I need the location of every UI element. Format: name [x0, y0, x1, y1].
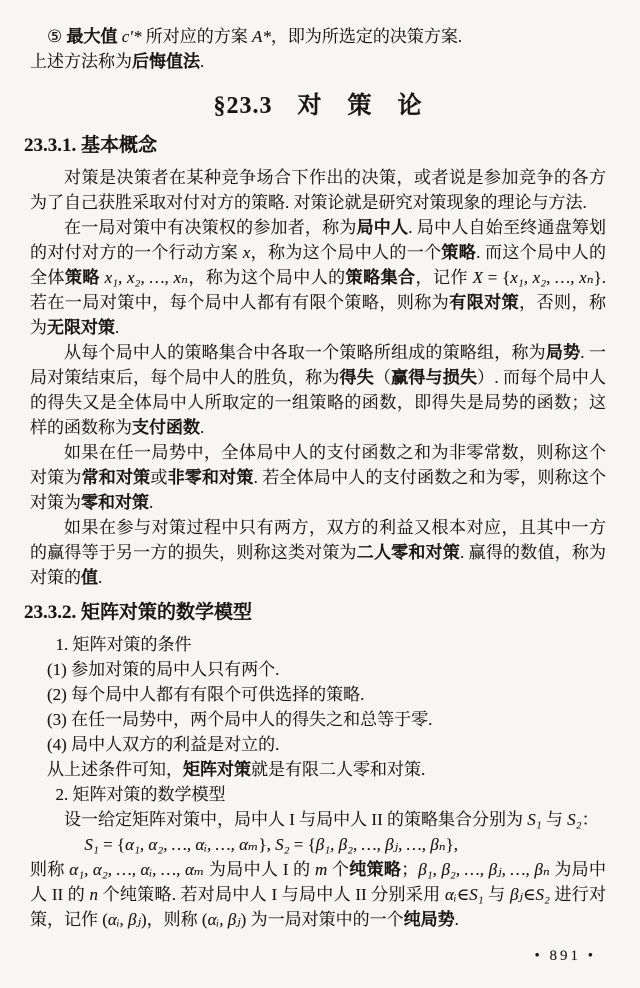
text-run: = { — [483, 268, 511, 287]
text-run: 2. 矩阵对策的数学模型 — [55, 785, 226, 804]
text-run: 或 — [150, 468, 168, 487]
text-run: (1) 参加对策的局中人只有两个. — [47, 660, 280, 679]
text-run: (2) 每个局中人都有有限个可供选择的策略. — [47, 685, 365, 704]
emphasis-term: 纯策略 — [349, 860, 402, 879]
math-expression: αᵢ, βⱼ — [107, 910, 141, 929]
text-run: }, — [445, 835, 459, 854]
text-run: 则称 — [30, 860, 70, 879]
emphasis-term: 局势 — [545, 343, 581, 362]
text-run: . — [200, 52, 205, 71]
math-expression: S₂ — [275, 835, 290, 854]
math-expression: x₁, x₂, …, xₙ — [104, 268, 188, 287]
text-run: 如果在参与对策过程中只有两方，双方的利益又根本对应，且其中一方的赢得等于另一方的损失，则称这类对策为 — [30, 518, 606, 562]
emphasis-term: 赢得与损失 — [391, 368, 478, 387]
text-run: = { — [289, 835, 316, 854]
math-expression: β₁, β₂, …, βⱼ, …, βₙ — [418, 860, 550, 879]
emphasis-term: 最大值 — [66, 27, 118, 46]
emphasis-term: 策略集合 — [345, 268, 416, 287]
math-expression: αᵢ∈S₁ — [444, 885, 484, 904]
text-run: 个纯策略. 若对局中人 I 与局中人 II 分别采用 — [98, 885, 445, 904]
text-run: . — [115, 318, 120, 337]
para-conclusion-matrix-game — [30, 757, 606, 782]
page-number: • 891 • — [534, 948, 596, 964]
text-run: 为局中人 II 的 — [30, 860, 606, 904]
list-header-model — [30, 782, 606, 807]
text-run: §23.3 对 策 论 — [213, 93, 423, 119]
math-expression: S₁ — [527, 810, 542, 829]
emphasis-term: 矩阵对策 — [183, 760, 251, 779]
text-run: （ — [373, 368, 392, 387]
text-run: 个 — [327, 860, 350, 879]
condition-1 — [30, 657, 606, 682]
emphasis-term: 局中人 — [356, 218, 409, 237]
emphasis-term: 支付函数 — [132, 418, 200, 437]
text-run: . 若全体局中人的支付函数之和为零，则称这个对策为 — [30, 468, 607, 512]
math-expression: βⱼ∈S₂ — [509, 885, 550, 904]
text-run: 从上述条件可知， — [47, 760, 183, 779]
math-expression: m — [315, 860, 328, 879]
text-run: 与 — [541, 810, 568, 829]
text-run: . — [454, 910, 459, 929]
step-5-item — [30, 24, 606, 49]
regret-method-conclusion — [30, 49, 606, 74]
condition-3 — [30, 707, 606, 732]
text-run: . — [98, 568, 103, 587]
section-heading — [30, 91, 606, 121]
text-run: 从每个局中人的策略集合中各取一个策略所组成的策略组，称为 — [64, 343, 546, 362]
text-run: ，即为所选定的决策方案. — [270, 27, 463, 46]
emphasis-term: 有限对策 — [449, 293, 520, 312]
math-expression: S₁ — [84, 835, 99, 854]
text-run: 为局中人 I 的 — [204, 860, 316, 879]
text-run: 1. 矩阵对策的条件 — [55, 635, 192, 654]
text-run: (3) 在任一局势中，两个局中人的得失之和总等于零. — [47, 710, 433, 729]
text-run: ，否则，称为 — [30, 293, 606, 337]
para-two-person-zero-sum — [30, 515, 606, 590]
math-expression: X — [472, 268, 484, 287]
text-run: . 而这个局中人的全体 — [30, 243, 607, 287]
text-run: )，则称 ( — [141, 910, 208, 929]
text-run: 如果在任一局势中，全体局中人的支付函数之和为非零常数，则称这个对策为 — [30, 443, 606, 487]
emphasis-term: 得失 — [339, 368, 374, 387]
emphasis-term: 非零和对策 — [167, 468, 254, 487]
text-run: ，称为这个局中人的 — [187, 268, 346, 287]
text-run: ，记作 — [415, 268, 473, 287]
text-run: = { — [98, 835, 126, 854]
emphasis-term: 后悔值法 — [132, 52, 200, 71]
text-run: 与 — [483, 885, 510, 904]
math-expression: x — [242, 243, 251, 262]
text-run: ； — [401, 860, 419, 879]
text-run: . — [149, 493, 154, 512]
para-player-strategy — [30, 215, 606, 340]
math-expression: c′* — [121, 27, 142, 46]
emphasis-term: 二人零和对策 — [356, 543, 460, 562]
para-situation-payoff — [30, 340, 606, 440]
text-run: 所对应的方案 — [141, 27, 253, 46]
text-run: ： — [581, 810, 599, 829]
math-expression: β₁, β₂, …, βⱼ, …, βₙ — [315, 835, 446, 854]
text-run: (4) 局中人双方的利益是对立的. — [47, 735, 280, 754]
para-game-definition — [30, 165, 606, 215]
page-content — [24, 24, 607, 932]
text-run: ⑤ — [47, 27, 67, 46]
text-run: 在一局对策中有决策权的参加者，称为 — [64, 218, 357, 237]
emphasis-term: 策略 — [64, 268, 100, 287]
text-run: ）. 而每个局中人的得失又是全体局中人所取定的一组策略的函数，即得失是局势的函数；这样的函数称为 — [30, 368, 607, 437]
math-expression: x₁, x₂, …, xₙ — [510, 268, 594, 287]
text-run: 设一给定矩阵对策中，局中人 I 与局中人 II 的策略集合分别为 — [64, 810, 528, 829]
math-expression: αᵢ, βⱼ — [207, 910, 241, 929]
text-run: }. 若在一局对策中，每个局中人都有有限个策略，则称为 — [30, 268, 607, 312]
list-header-conditions — [30, 632, 606, 657]
math-expression: A* — [252, 27, 271, 46]
formula-strategy-sets — [30, 832, 606, 857]
text-run: . 一局对策结束后，每个局中人的胜负，称为 — [30, 343, 607, 387]
emphasis-term: 纯局势 — [403, 910, 455, 929]
text-run: 就是有限二人零和对策. — [251, 760, 426, 779]
emphasis-term: 策略 — [441, 243, 477, 262]
text-run: . 局中人自始至终通盘筹划的对付对方的一个行动方案 — [30, 218, 607, 262]
para-pure-strategies — [30, 857, 606, 932]
text-run: 对策是决策者在某种竞争场合下作出的决策，或者说是参加竞争的各方为了自己获胜采取对付对方的策略. 对策论就是研究对策现象的理论与方法. — [30, 168, 606, 212]
text-run: ) 为一局对策中的一个 — [240, 910, 404, 929]
text-run: 上述方法称为 — [30, 52, 132, 71]
para-model-setup — [30, 807, 606, 832]
text-run: 23.3.2. 矩阵对策的数学模型 — [24, 602, 253, 623]
text-run: 进行对策，记作 ( — [30, 885, 607, 929]
text-run: . 赢得的数值，称为对策的 — [30, 543, 607, 587]
para-constant-sum — [30, 440, 606, 515]
condition-2 — [30, 682, 606, 707]
math-expression: n — [89, 885, 99, 904]
emphasis-term: 常和对策 — [81, 468, 151, 487]
math-expression: α₁, α₂, …, αᵢ, …, αₘ — [69, 860, 205, 879]
text-run: }, — [258, 835, 276, 854]
subsection-heading-matrix-game-model — [24, 601, 606, 625]
math-expression: α₁, α₂, …, αᵢ, …, αₘ — [125, 835, 259, 854]
emphasis-term: 值 — [81, 568, 98, 587]
text-run: ，称为这个局中人的一个 — [250, 243, 442, 262]
emphasis-term: 无限对策 — [47, 318, 115, 337]
text-run: . — [200, 418, 205, 437]
text-run: 23.3.1. 基本概念 — [24, 135, 158, 156]
emphasis-term: 零和对策 — [81, 493, 149, 512]
condition-4 — [30, 732, 606, 757]
math-expression: S₂ — [567, 810, 582, 829]
subsection-heading-basic-concepts — [24, 134, 606, 158]
